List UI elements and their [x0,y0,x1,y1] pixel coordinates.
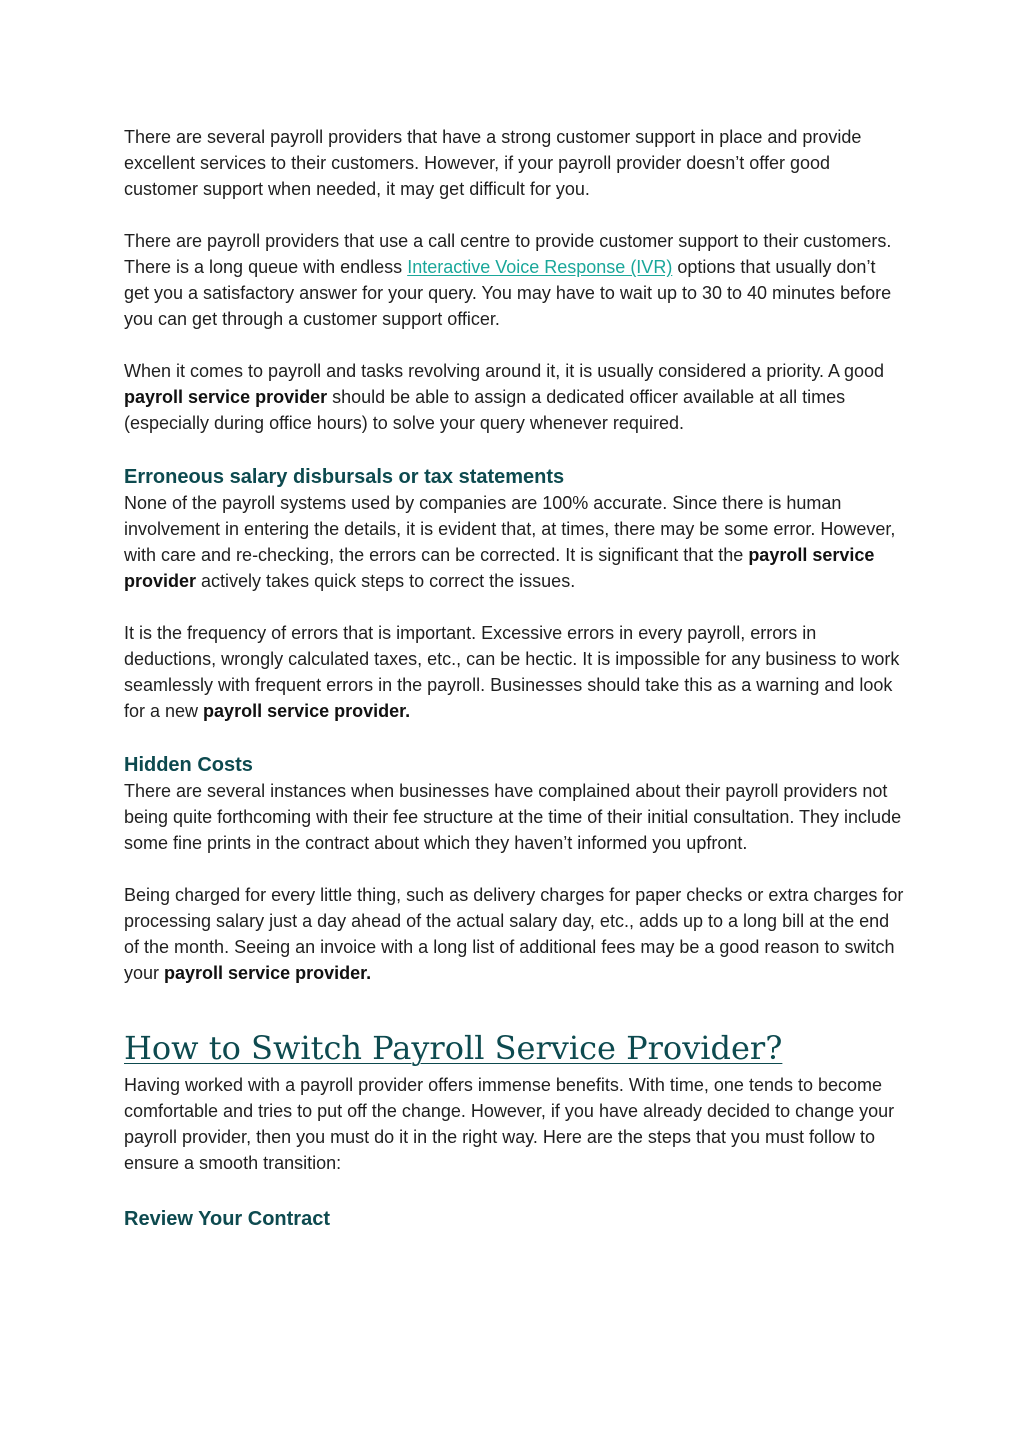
text-segment: It is the frequency of errors that is important. Excessive errors in every payroll, errors in deductions, wrongly calculated taxes, etc., can be hectic. It is impossible for any business to work seamlessly with frequent errors in the payroll. Businesses should take this as a warning and look for a new [124,623,900,721]
paragraph-priority [124,358,904,436]
bold-keyword: payroll service provider. [203,701,411,721]
paragraph-extra-charges [124,882,904,986]
text-segment: None of the payroll systems used by companies are 100% accurate. Since there is human involvement in entering the details, it is evident that, at times, there may be some error. However, with care and re-checking, the errors can be corrected. It is significant that the [124,493,896,565]
text-segment: actively takes quick steps to correct the issues. [196,571,576,591]
text-segment: Being charged for every little thing, such as delivery charges for paper checks or extra charges for processing salary just a day ahead of the actual salary day, etc., adds up to a long bill at the end of the month. Seeing an invoice with a long list of additional fees may be a good reason to switch your [124,885,904,983]
bold-keyword: payroll service provider [124,545,875,591]
document-page [124,124,904,1232]
text-segment: There are payroll providers that use a call centre to provide customer support to their customers. There is a long queue with endless [124,231,892,277]
bold-keyword: payroll service provider. [164,963,372,983]
paragraph-customer-support: There are several payroll providers that have a strong customer support in place and provide excellent services to their customers. However, if your payroll provider doesn’t offer good customer support when needed, it may get difficult for you. [124,127,862,199]
heading-hidden-costs: Hidden Costs [124,754,253,776]
paragraph-hidden-fees: There are several instances when businesses have complained about their payroll providers not being quite forthcoming with their fee structure at the time of their initial consultation. They include some fine prints in the contract about which they haven’t informed you upfront. [124,781,902,853]
paragraph-switch-intro: Having worked with a payroll provider offers immense benefits. With time, one tends to become comfortable and tries to put off the change. However, if you have already decided to change your payroll provider, then you must do it in the right way. Here are the steps that you must follow to ensure a smooth transition: [124,1075,895,1173]
text-segment: options that usually don’t get you a satisfactory answer for your query. You may have to wait up to 30 to 40 minutes before you can get through a customer support officer. [124,257,892,329]
text-segment: should be able to assign a dedicated officer available at all times (especially during office hours) to solve your query whenever required. [124,387,846,433]
heading-erroneous-salary: Erroneous salary disbursals or tax statements [124,466,565,488]
text-segment: When it comes to payroll and tasks revolving around it, it is usually considered a priority. A good [124,361,885,381]
ivr-link[interactable]: Interactive Voice Response (IVR) [407,257,673,277]
paragraph-call-centre [124,228,904,332]
bold-keyword: payroll service provider [124,387,328,407]
paragraph-errors-frequency [124,620,904,724]
paragraph-errors-accuracy [124,490,904,594]
heading-how-to-switch: How to Switch Payroll Service Provider? [124,1029,783,1067]
heading-review-contract: Review Your Contract [124,1208,330,1230]
